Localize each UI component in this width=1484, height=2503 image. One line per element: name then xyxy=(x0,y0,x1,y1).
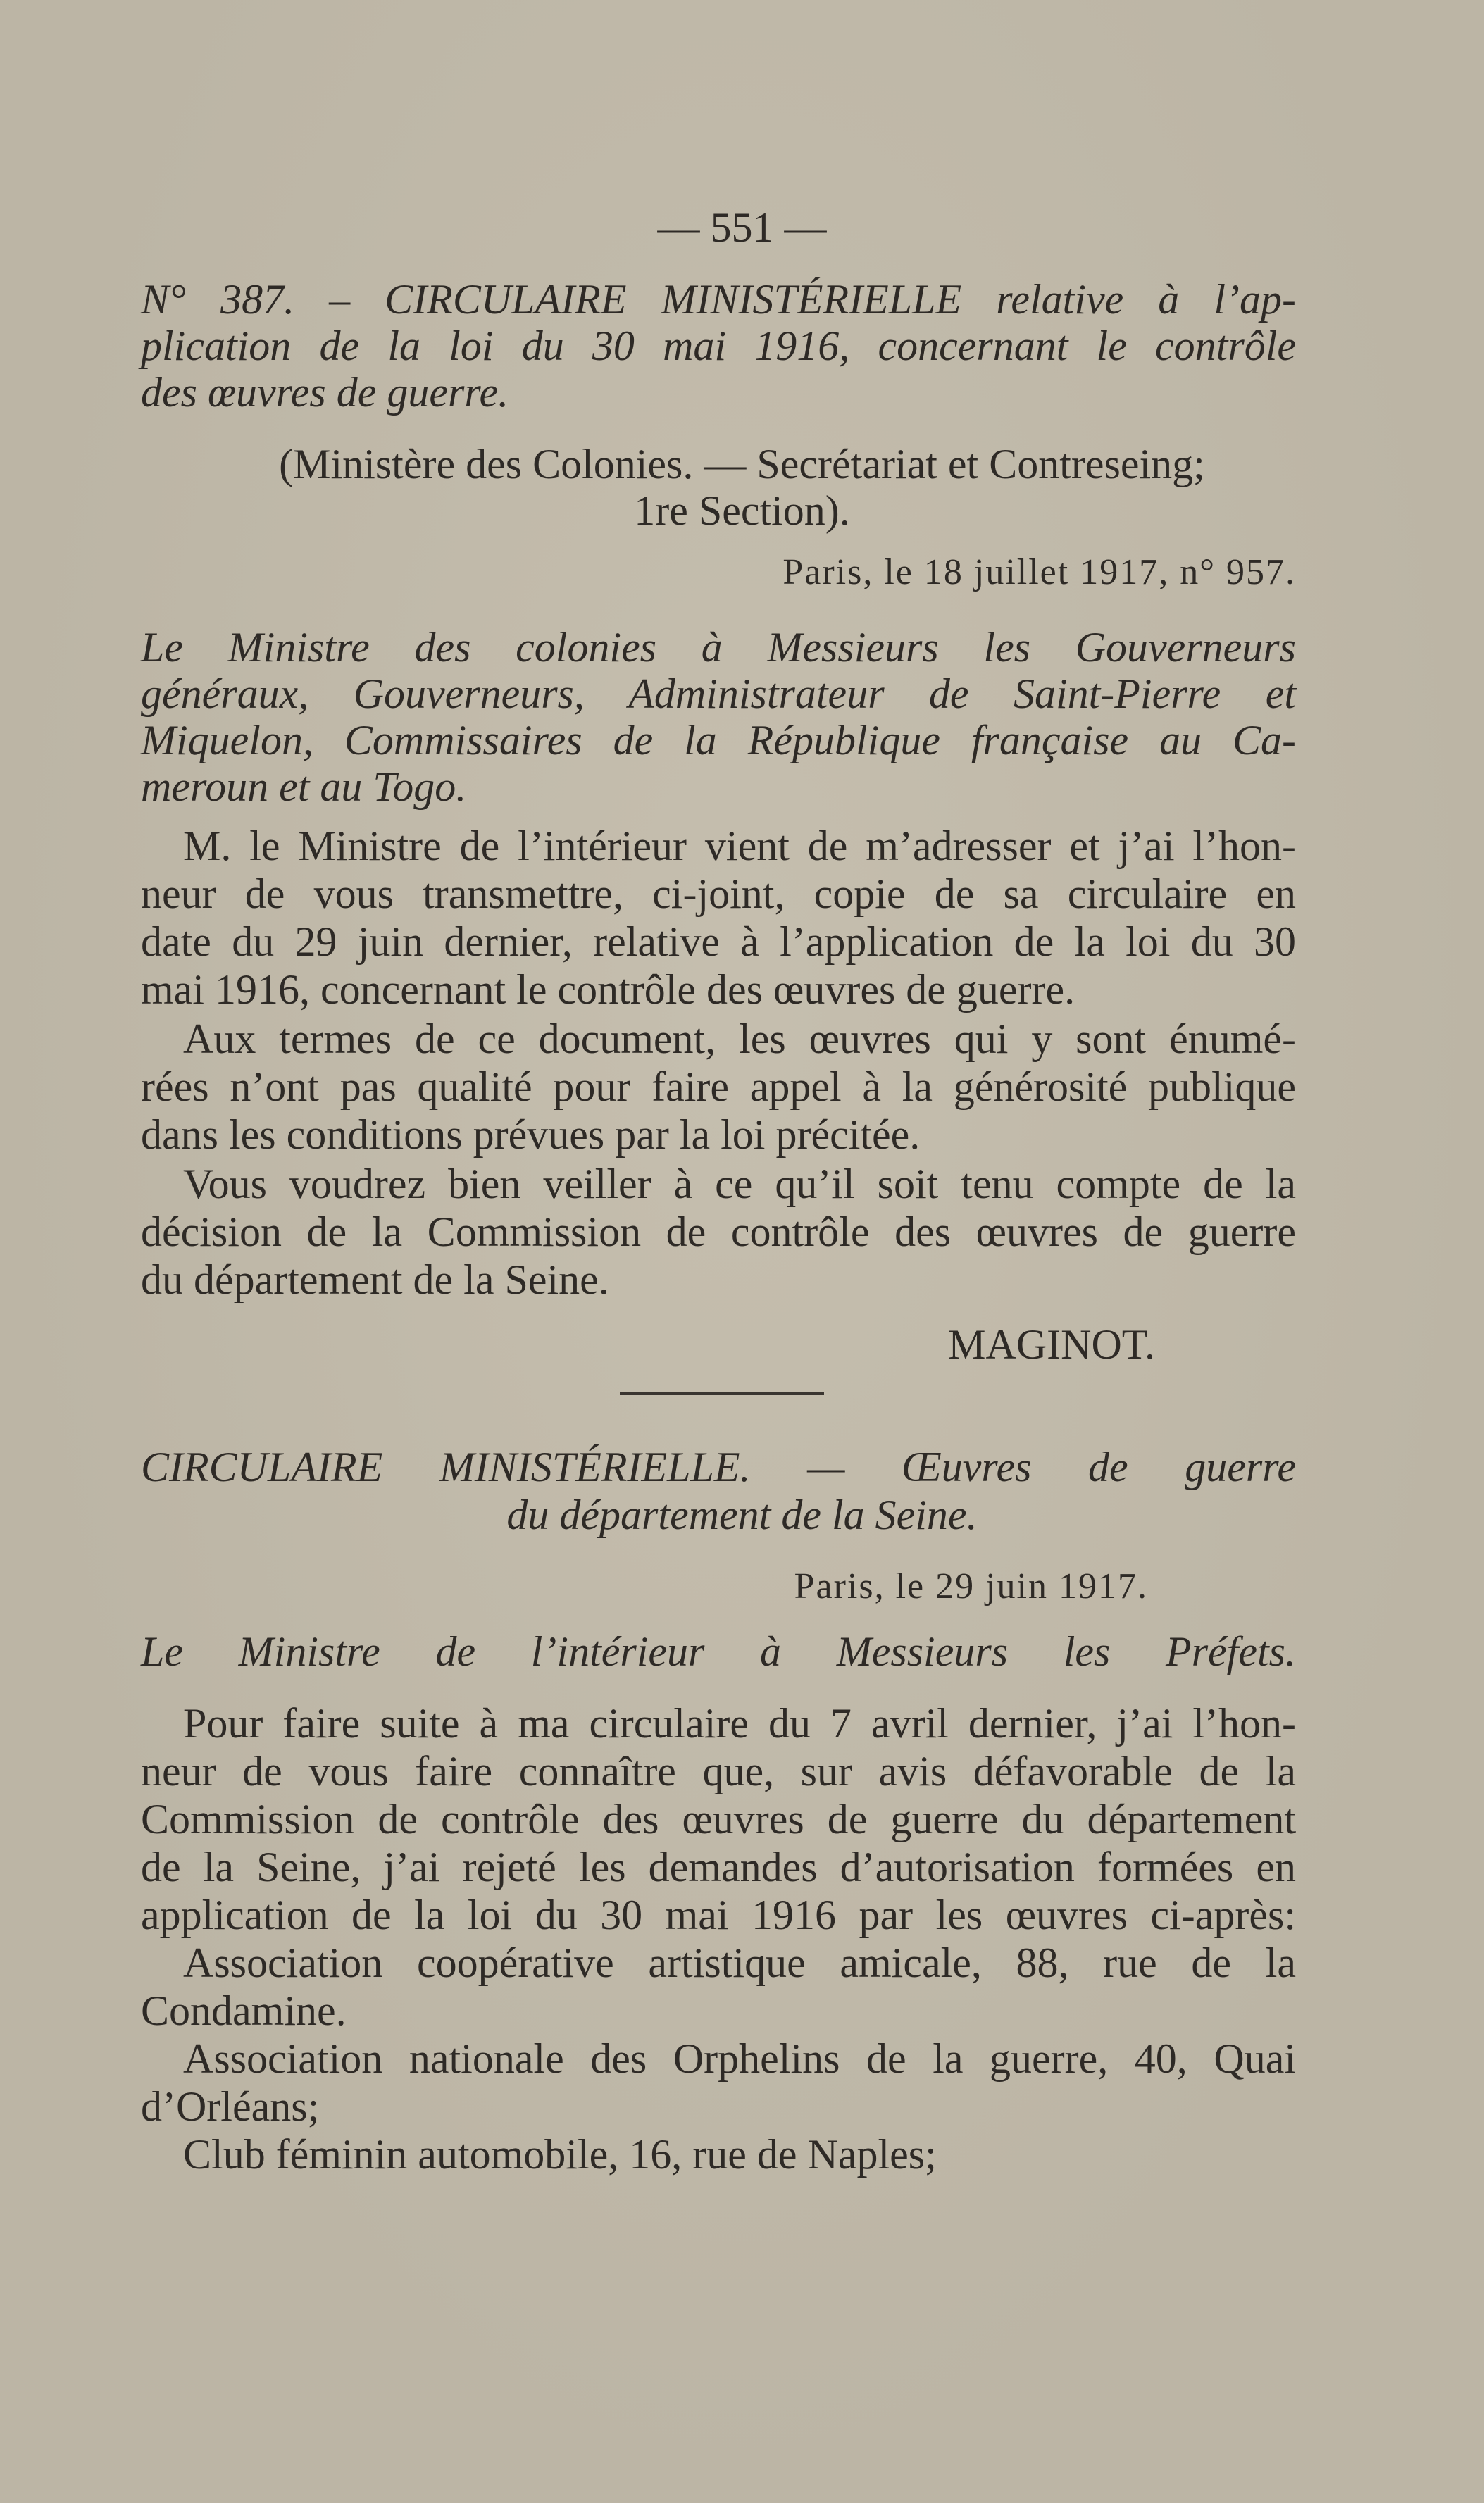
body-1-line-6: rées n’ont pas qualité pour faire appel à la générosité publique xyxy=(141,1063,1296,1110)
body-2-line-5: application de la loi du 30 mai 1916 par les œuvres ci-après: xyxy=(141,1892,1296,1938)
circular-387-title-line-3: des œuvres de guerre. xyxy=(141,369,509,416)
body-1-line-5: Aux termes de ce document, les œuvres qui y sont énumé- xyxy=(183,1016,1296,1062)
circular-387-title-line-2: plication de la loi du 30 mai 1916, concernant le contrôle xyxy=(141,323,1296,369)
address-line-4: meroun et au Togo. xyxy=(141,763,467,810)
page-number: — 551 — xyxy=(657,204,827,251)
circular-387-title-line-1: N° 387. – CIRCULAIRE MINISTÉRIELLE relative à l’ap- xyxy=(141,276,1296,323)
body-2-line-7: Condamine. xyxy=(141,1987,347,2034)
separator-rule xyxy=(620,1392,824,1395)
body-2-line-8: Association nationale des Orphelins de la guerre, 40, Quai xyxy=(183,2035,1296,2082)
address-line-3: Miquelon, Commissaires de la République française au Ca- xyxy=(141,717,1296,763)
body-2-line-4: de la Seine, j’ai rejeté les demandes d’autorisation formées en xyxy=(141,1844,1296,1890)
circular-2-title-line-2: du département de la Seine. xyxy=(506,1492,978,1538)
address-line-2: généraux, Gouverneurs, Administrateur de Saint-Pierre et xyxy=(141,670,1296,717)
body-2-line-3: Commission de contrôle des œuvres de guerre du département xyxy=(141,1796,1296,1842)
body-1-line-9: décision de la Commission de contrôle des œuvres de guerre xyxy=(141,1209,1296,1255)
ministry-line-2: 1re Section). xyxy=(634,487,850,534)
ministry-line-1: (Ministère des Colonies. — Secrétariat et Contreseing; xyxy=(279,441,1205,487)
body-1-line-1: M. le Ministre de l’intérieur vient de m’adresser et j’ai l’hon- xyxy=(183,823,1296,869)
body-1-line-3: date du 29 juin dernier, relative à l’application de la loi du 30 xyxy=(141,918,1296,965)
body-1-line-10: du département de la Seine. xyxy=(141,1256,609,1303)
body-1-line-4: mai 1916, concernant le contrôle des œuvres de guerre. xyxy=(141,966,1075,1013)
address-line-1: Le Ministre des colonies à Messieurs les Gouverneurs xyxy=(141,624,1296,670)
body-1-line-2: neur de vous transmettre, ci-joint, copie de sa circulaire en xyxy=(141,870,1296,917)
circular-2-address: Le Ministre de l’intérieur à Messieurs les Préfets. xyxy=(141,1628,1296,1675)
body-1-line-8: Vous voudrez bien veiller à ce qu’il soit tenu compte de la xyxy=(183,1161,1296,1207)
body-2-line-9: d’Orléans; xyxy=(141,2083,320,2130)
circular-2-date: Paris, le 29 juin 1917. xyxy=(794,1566,1148,1606)
body-2-line-2: neur de vous faire connaître que, sur avis défavorable de la xyxy=(141,1748,1296,1794)
body-1-line-7: dans les conditions prévues par la loi précitée. xyxy=(141,1111,921,1158)
circular-2-title-line-1: CIRCULAIRE MINISTÉRIELLE. — Œuvres de guerre xyxy=(141,1444,1296,1490)
signature: MAGINOT. xyxy=(948,1321,1155,1368)
circular-387-date: Paris, le 18 juillet 1917, n° 957. xyxy=(782,552,1296,592)
body-2-line-6: Association coopérative artistique amicale, 88, rue de la xyxy=(183,1940,1296,1986)
body-2-line-10: Club féminin automobile, 16, rue de Naples; xyxy=(183,2131,937,2178)
body-2-line-1: Pour faire suite à ma circulaire du 7 avril dernier, j’ai l’hon- xyxy=(183,1700,1296,1747)
